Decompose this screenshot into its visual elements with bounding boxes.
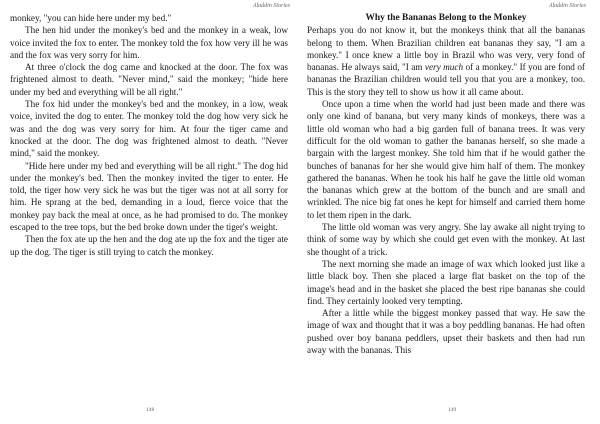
page-number: 149 [448, 407, 457, 413]
paragraph: monkey, "you can hide here under my bed." [10, 13, 172, 23]
page-text [10, 12, 288, 258]
text-run: Perhaps you do not know it, but the monkeys think that all the bananas belong to them. When Brazilian children eat bananas they say, "I am a monkey." I once knew a little boy in Brazil who was very, very fond of bananas. He always said, "I am [307, 25, 585, 73]
italic-text: very much [424, 62, 464, 73]
paragraph: The fox hid under the monkey's bed and the monkey, in a low, weak voice, invited the dog to enter. The monkey told the dog how very sick he was and the dog was very sorry for him. At four the tiger came and knocked at the door. The dog was frightened almost to death. "Never mind," said the monkey. [10, 99, 288, 159]
paragraph: Then the fox ate up the hen and the dog ate up the fox and the tiger ate up the dog. The tiger is still trying to catch the monkey. [10, 234, 288, 257]
running-head: Aladdin Stories [252, 3, 290, 9]
paragraph: After a little while the biggest monkey passed that way. He saw the image of wax and thought that it was a boy peddling bananas. He had often pushed over boy banana peddlers, upset their baskets and then had run away with the bananas. This [307, 308, 585, 356]
paragraph: The next morning she made an image of wax which looked just like a little black boy. Then she placed a large flat basket on the top of the image's head and in the basket she placed the best ripe bananas she could find. They certainly looked very tempting. [307, 258, 585, 306]
paragraph [307, 24, 585, 98]
paragraph: "Hide here under my bed and everything will be all right." The dog hid under the monkey's bed. Then the monkey invited the tiger to enter. He told, the tiger how very sick he was but the tiger was not at all sorry for him. He sprang at the bed, demanding in a loud, fierce voice that the monkey pay back the meal at once, as he had promised to do. The monkey escaped to the tree tops, but the bed broke down under the tiger's weight. [10, 160, 288, 233]
paragraph: The hen hid under the monkey's bed and the monkey in a weak, low voice invited the fox to enter. The monkey told the fox how very ill he was and the fox was very sorry for him. [10, 25, 288, 60]
right-page [300, 0, 600, 424]
page-text [307, 12, 585, 356]
text-run: of a monkey." If you are fond of bananas the Brazilian children would tell you that you are a monkey, too. This is the story they tell to show us how it all came about. [307, 62, 585, 97]
running-head: Aladdin Stories [548, 3, 586, 9]
story-title: Why the Bananas Belong to the Monkey [365, 13, 527, 23]
paragraph: At three o'clock the dog came and knocked at the door. The fox was frightened almost to death. "Never mind," said the monkey; "hide here under my bed and everything will be all right." [10, 62, 288, 97]
paragraph: The little old woman was very angry. She lay awake all night trying to think of some way by which she could get even with the monkey. At last she thought of a trick. [307, 222, 585, 257]
paragraph: Once upon a time when the world had just been made and there was only one kind of banana, but very many kinds of monkeys, there was a little old woman who had a big garden full of banana trees. It was very difficult for the old woman to gather the bananas herself, so she made a bargain with the largest monkey. She told him that if he would gather the bunches of bananas for her she would give him half of them. The monkey gathered the bananas. When he took his half he gave the little old woman the bananas which grew at the bottom of the bunch and are small and wrinkled. The nice big fat ones he kept for himself and carried them home to let them ripen in the dark. [307, 99, 585, 220]
page-number: 148 [146, 407, 155, 413]
